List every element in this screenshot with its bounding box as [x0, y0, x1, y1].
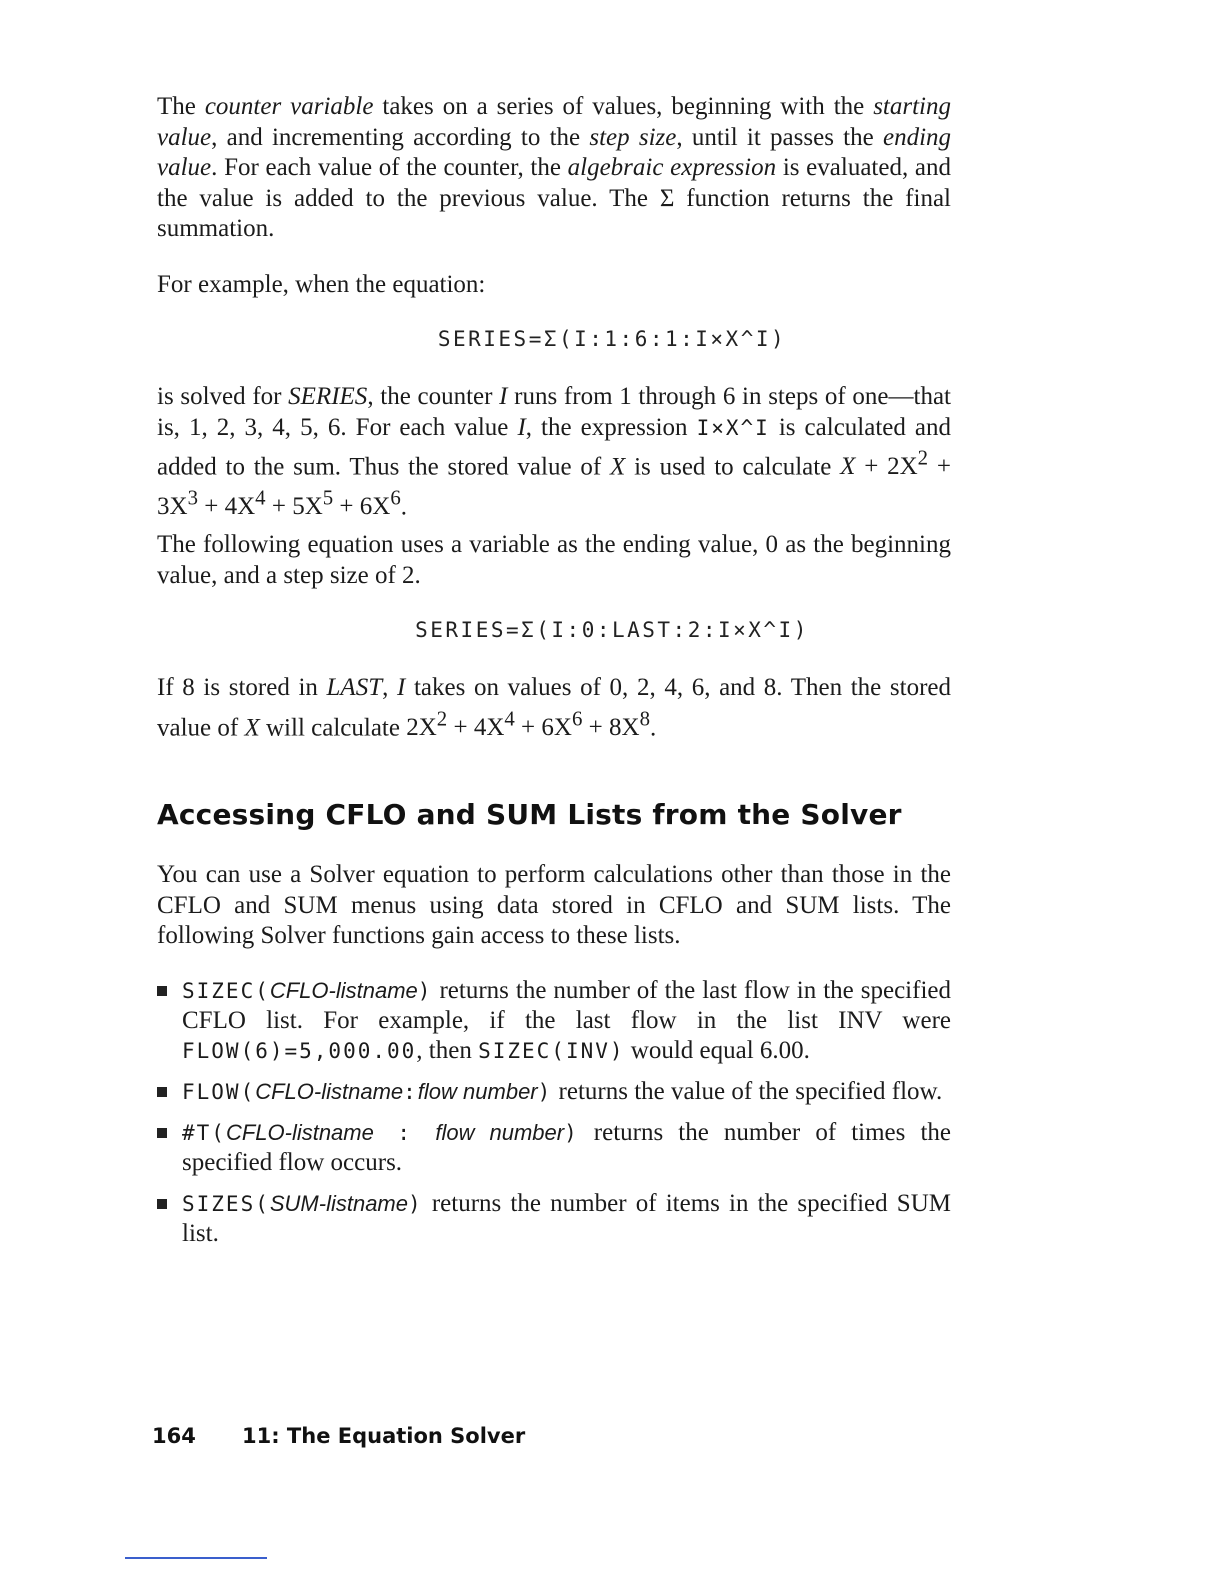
scan-edge-line: [125, 1557, 267, 1559]
text: .: [649, 713, 657, 741]
function-name: SIZEC(: [182, 979, 270, 1003]
exponent: 5: [322, 485, 334, 510]
function-list: [157, 976, 951, 1260]
list-item-number-of-times: [157, 1118, 951, 1178]
exponent: 4: [255, 485, 266, 510]
text: ,: [382, 674, 398, 701]
var-x: X: [244, 713, 260, 741]
term: 8X: [609, 713, 640, 741]
term: 4X: [473, 713, 505, 741]
bullet-square-icon: [157, 1128, 167, 1138]
function-separator: :: [373, 1121, 436, 1145]
page-number: 164: [152, 1424, 196, 1448]
term: 6X: [541, 713, 572, 741]
term: 3X: [157, 493, 188, 521]
list-item-flow: [157, 1077, 951, 1107]
list-item-sizes: [157, 1189, 951, 1249]
plus: +: [588, 713, 603, 741]
var-i: I: [499, 383, 508, 410]
term: 6X: [359, 493, 391, 521]
example-intro: For example, when the equation:: [157, 271, 486, 298]
ending-value-paragraph: The following equation uses a variable as the ending value, 0 as the beginning value, and a step size of 2.: [157, 531, 951, 589]
plus: +: [864, 453, 879, 481]
function-close: ): [408, 1192, 423, 1216]
term: 4X: [224, 493, 256, 521]
function-arg: CFLO-listname: [255, 1079, 404, 1104]
exponent: 6: [390, 485, 401, 510]
bullet-square-icon: [157, 986, 167, 996]
term-counter-variable: counter variable: [204, 93, 374, 120]
last-paragraph: [157, 673, 951, 743]
exponent: 2: [436, 706, 448, 731]
term: 5X: [292, 493, 323, 521]
lists-intro-paragraph: You can use a Solver equation to perform calculations other than those in the CFLO and SUM menus using data stored in CFLO and SUM lists. The following Solver functions gain access to these lists.: [157, 861, 951, 949]
text: takes on values of 0, 2, 4, 6, and 8. Then the stored value of: [157, 674, 952, 741]
term: 2X: [887, 453, 918, 481]
plus: +: [453, 713, 468, 741]
text: is used to calculate: [625, 453, 841, 481]
function-arg: flow number: [417, 1079, 538, 1104]
text: , the expression: [525, 413, 697, 441]
term: 2X: [406, 713, 437, 741]
text: returns the number of times the specified flow occurs.: [182, 1119, 951, 1176]
text: is calculated and added to the sum. Thus the stored value of: [157, 413, 952, 481]
text: runs from 1 through 6 in steps of one—that is, 1, 2, 3, 4, 5, 6. For each value: [157, 383, 951, 441]
text: .: [400, 493, 408, 521]
var-i: I: [517, 413, 526, 441]
term-ending-value: ending value: [157, 123, 952, 181]
series-explanation: [157, 382, 951, 523]
bullet-square-icon: [157, 1199, 167, 1209]
function-close: ): [417, 979, 433, 1003]
term-step-size: step size: [589, 123, 677, 151]
text: is solved for: [157, 383, 289, 410]
page-footer: [152, 1424, 525, 1448]
function-arg: flow number: [435, 1120, 565, 1145]
bullet-square-icon: [157, 1087, 167, 1097]
text: . For each value of the counter, the: [211, 154, 568, 181]
exponent: 8: [639, 706, 650, 731]
plus: +: [204, 493, 219, 521]
plus: +: [521, 713, 536, 741]
term-starting-value: starting value: [157, 93, 951, 151]
var-x: X: [610, 453, 626, 481]
intro-paragraph: [157, 92, 951, 245]
text: , and incrementing according to the: [211, 123, 590, 151]
section-heading: Accessing CFLO and SUM Lists from the Solver: [157, 798, 902, 831]
exponent: 3: [187, 485, 198, 510]
function-separator: :: [403, 1080, 418, 1104]
var-i: I: [397, 674, 406, 701]
polynomial-expression: [406, 706, 650, 741]
text: If 8 is stored in: [157, 674, 327, 701]
function-close: ): [564, 1121, 579, 1145]
text: returns the number of the last flow in the specified CFLO list. For example, if the last flow in the list INV were: [182, 977, 951, 1034]
function-name: SIZES(: [182, 1192, 270, 1216]
function-arg: SUM-listname: [269, 1191, 408, 1216]
text: , until it passes the: [676, 123, 883, 151]
exponent: 4: [504, 706, 515, 731]
text: is evaluated, and the value is added to the previous value. The Σ function returns the final summation.: [157, 154, 951, 242]
code-example: SIZEC(INV): [478, 1039, 625, 1063]
chapter-title: 11: The Equation Solver: [242, 1424, 526, 1448]
text: The: [157, 93, 205, 120]
plus: +: [339, 493, 354, 521]
plus: +: [271, 493, 286, 521]
plus: +: [936, 453, 952, 481]
text: , the counter: [367, 383, 500, 410]
code-example: FLOW(6)=5,000.00: [182, 1039, 417, 1063]
equation-series-1: SERIES=Σ(I:1:6:1:I×X^I): [437, 327, 787, 351]
text: would equal 6.00.: [624, 1037, 810, 1064]
function-name: FLOW(: [182, 1080, 256, 1104]
var-series: SERIES: [288, 383, 368, 410]
function-close: ): [537, 1080, 553, 1104]
list-item-sizec: [157, 976, 951, 1066]
function-name: #T(: [182, 1121, 226, 1145]
text: will calculate: [259, 713, 407, 741]
var-last: LAST: [326, 674, 383, 701]
text: returns the value of the specified flow.: [552, 1078, 943, 1105]
term: X: [840, 453, 856, 481]
equation-series-2: SERIES=Σ(I:0:LAST:2:I×X^I): [415, 618, 809, 642]
text: takes on a series of values, beginning with the: [373, 93, 874, 120]
exponent: 2: [917, 446, 929, 470]
function-arg: CFLO-listname: [269, 978, 418, 1003]
term-algebraic-expression: algebraic expression: [567, 154, 777, 181]
exponent: 6: [571, 706, 583, 731]
text: , then: [416, 1037, 479, 1064]
text: returns the number of items in the specified SUM list.: [182, 1190, 951, 1247]
function-arg: CFLO-listname: [225, 1120, 374, 1145]
code-expression: I×X^I: [696, 415, 770, 440]
